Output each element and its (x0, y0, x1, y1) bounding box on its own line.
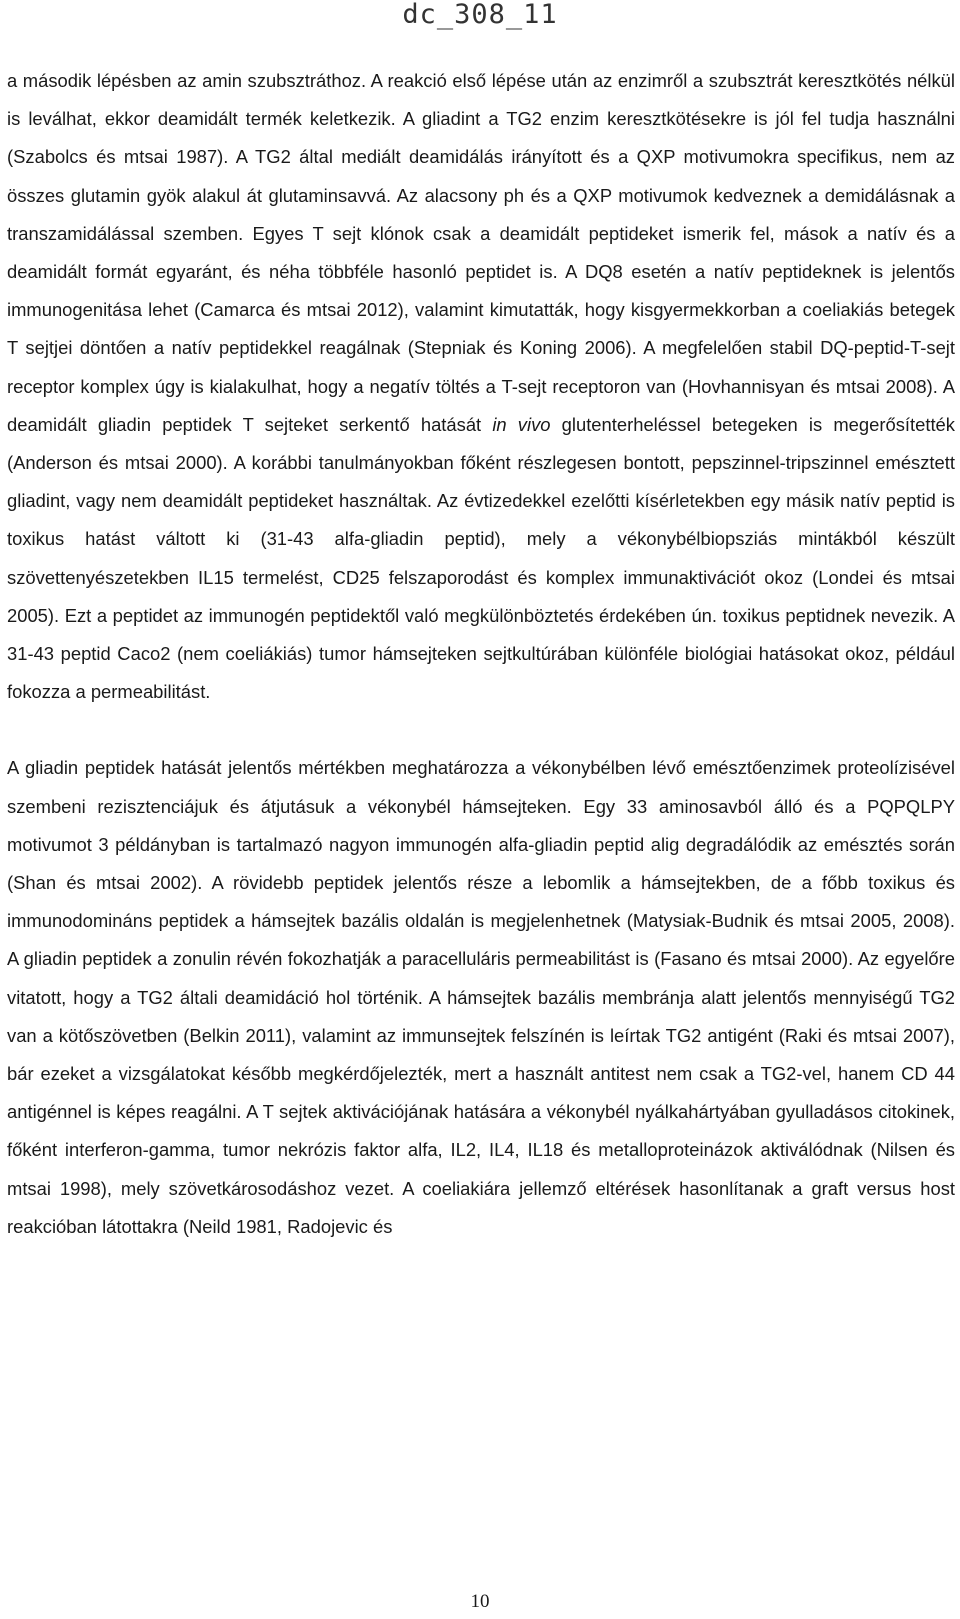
page-number: 10 (470, 1591, 490, 1612)
paragraph-2 (7, 749, 955, 1246)
paragraph-1-text-b: glutenterheléssel betegeken is megerősítették (Anderson és mtsai 2000). A korábbi tanulmányokban főként részlegesen bontott, pepszinnel-tripszinnel emésztett gliadint, vagy nem deamidált peptideket használtak. Az évtizedekkel ezelőtti kísérletekben egy másik natív peptid is toxikus hatást váltott ki (31-43 alfa-gliadin peptid), mely a vékonybélbiopsziás mintákból készült szövettenyészetekben IL15 termelést, CD25 felszaporodást és komplex immunaktivációt okoz (Londei és mtsai 2005). Ezt a peptidet az immunogén peptidektől való megkülönböztetés érdekében ún. toxikus peptidnek nevezik. A 31-43 peptid Caco2 (nem coeliákiás) tumor hámsejteken sejtkultúrában különféle biológiai hatásokat okoz, például fokozza a permeabilitást. (7, 413, 955, 703)
document-body (7, 62, 955, 1246)
paragraph-1-italic-term: in vivo (492, 413, 551, 435)
paragraph-1-text-a: a második lépésben az amin szubsztráthoz. A reakció első lépése után az enzimről a szubsztrát keresztkötés nélkül is leválhat, ekkor deamidált termék keletkezik. A gliadint a TG2 enzim keresztkötésekre is jól fel tudja használni (Szabolcs és mtsai 1987). A TG2 által mediált deamidálás irányított és a QXP motivumokra specifikus, nem az összes glutamin gyök alakul át glutaminsavvá. Az alacsony ph és a QXP motivumok kedveznek a demidálásnak a transzamidálással szemben. Egyes T sejt klónok csak a deamidált peptideket ismerik fel, mások a natív és a deamidált formát egyaránt, és néha többféle hasonló peptidet is. A DQ8 esetén a natív peptideknek is jelentős immunogenitása lehet (Camarca és mtsai 2012), valamint kimutatták, hogy kisgyermekkorban a coeliakiás betegek T sejtjei döntően a natív peptidekkel reagálnak (Stepniak és Koning 2006). A megfelelően stabil DQ-peptid-T-sejt receptor komplex úgy is kialakulhat, hogy a negatív töltés a T-sejt receptoron van (Hovhannisyan és mtsai 2008). A deamidált gliadin peptidek T sejteket serkentő hatását (7, 70, 955, 435)
paragraph-1 (7, 62, 955, 711)
paragraph-2-text: A gliadin peptidek hatását jelentős mértékben meghatározza a vékonybélben lévő emésztőenzimek proteolízisével szembeni rezisztenciájuk és átjutásuk a vékonybél hámsejteken. Egy 33 aminosavból álló és a PQPQLPY motivumot 3 példányban is tartalmazó nagyon immunogén alfa-gliadin peptid alig degradálódik az emésztés során (Shan és mtsai 2002). A rövidebb peptidek jelentős része a lebomlik a hámsejtekben, de a főbb toxikus és immunodomináns peptidek a hámsejtek bazális oldalán is megjelenhetnek (Matysiak-Budnik és mtsai 2005, 2008). A gliadin peptidek a zonulin révén fokozhatják a paracelluláris permeabilitást is (Fasano és mtsai 2000). Az egyelőre vitatott, hogy a TG2 általi deamidáció hol történik. A hámsejtek bazális membránja alatt jelentős mennyiségű TG2 van a kötőszövetben (Belkin 2011), valamint az immunsejtek felszínén is leírtak TG2 antigént (Raki és mtsai 2007), bár ezeket a vizsgálatokat később megkérdőjelezték, mert a használt antitest nem csak a TG2-vel, hanem CD 44 antigénnel is képes reagálni. A T sejtek aktivációjának hatására a vékonybél nyálkahártyában gyulladásos citokinek, főként interferon-gamma, tumor nekrózis faktor alfa, IL2, IL4, IL18 és metalloproteinázok aktiválódnak (Nilsen és mtsai 1998), mely szövetkárosodáshoz vezet. A coeliakiára jellemző eltérések hasonlítanak a graft versus host reakcióban látottakra (Neild 1981, Radojevic és (7, 757, 955, 1237)
document-header: dc_308_11 (402, 0, 558, 30)
